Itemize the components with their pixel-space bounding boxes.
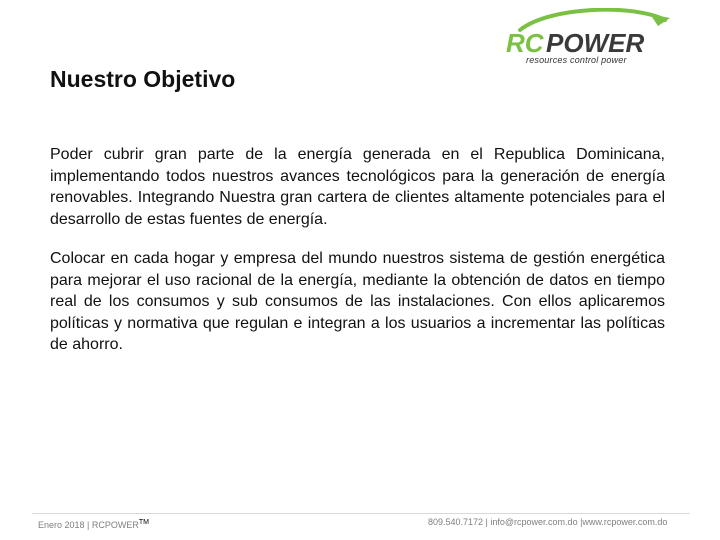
footer-date-brand-text: Enero 2018 | RCPOWER xyxy=(38,520,139,530)
footer-contact: 809.540.7172 | info@rcpower.com.do |www.rcpower.com.do xyxy=(428,517,668,527)
trademark-mark: TM xyxy=(138,519,149,526)
paragraph-objective-2: Colocar en cada hogar y empresa del mundo nuestros sistema de gestión energética para mejorar el uso racional de la energía, mediante la obtención de datos en tiempo real de los consumos y sub consumos de las instalaciones. Con ellos aplicaremos políticas y normativa que regulan e integran a los usuarios a incrementar las políticas de ahorro. xyxy=(50,250,665,353)
logo-tagline: resources control power xyxy=(526,55,627,65)
footer-date-brand xyxy=(38,519,149,530)
footer-divider xyxy=(32,513,690,514)
rcpower-logo-swoosh-icon xyxy=(500,8,680,58)
logo-brand-rc: RC xyxy=(506,28,544,58)
slide-body xyxy=(50,144,665,374)
slide-title: Nuestro Objetivo xyxy=(50,66,236,92)
paragraph-objective-1: Poder cubrir gran parte de la energía generada en el Republica Dominicana, implementando todos nuestros avances tecnológicos para la generación de energía renovables. Integrando Nuestra gran cartera de clientes altamente potenciales para el desarrollo de estas fuentes de energía. xyxy=(50,146,665,228)
logo-brand-power: POWER xyxy=(546,28,645,58)
rcpower-logo xyxy=(500,8,680,70)
